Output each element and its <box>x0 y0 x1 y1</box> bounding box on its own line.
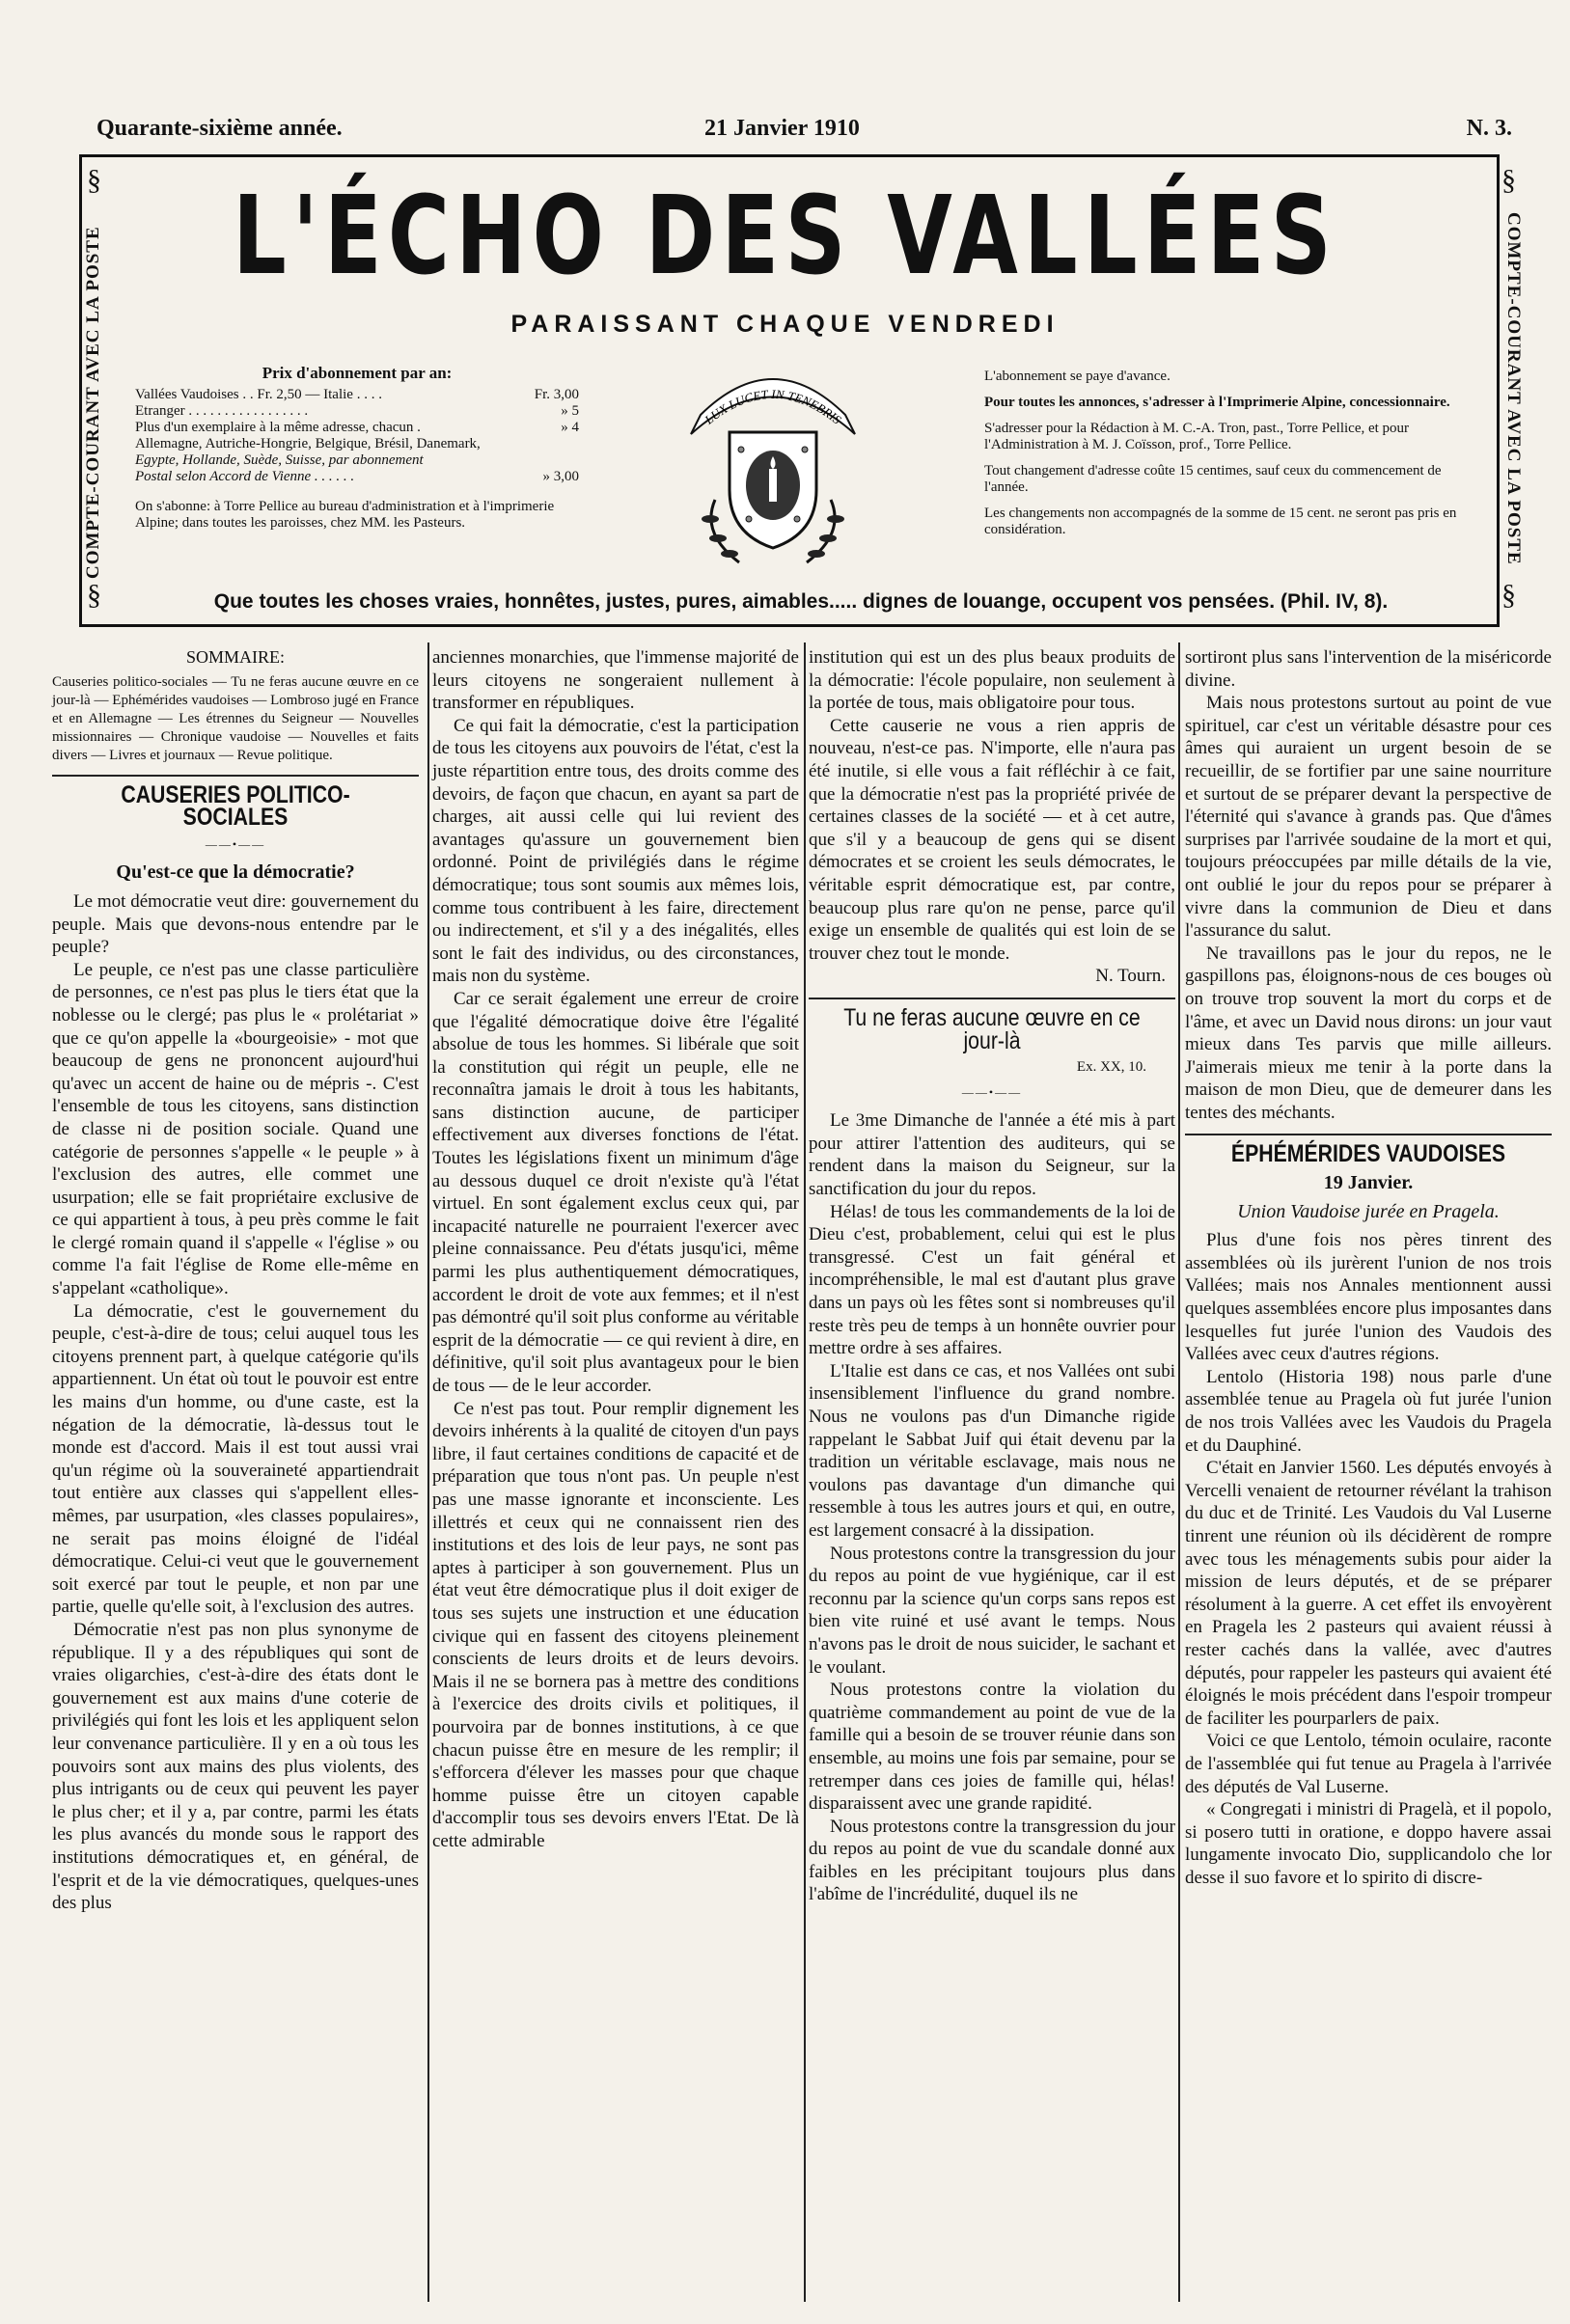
ornament-swirl-icon: § <box>87 164 101 196</box>
paragraph: C'était en Janvier 1560. Les députés envoyés à Vercelli venaient de retourner révélant la trahison du duc et de Trinité. Les Vaudois du Val Luserne tinrent une réunion où ils décidèrent de rompre avec tous les ménagements subis pour aider la mission de leurs députés, et de se préparer résolument à la guerre. A cet effet ils envoyèrent en Pragela les 2 pasteurs qui avaient réussi à rester cachés dans la vallée, avec d'autres députés, pour rappeler les pasteurs qui avaient été éloignés le mois précédent dans l'espoir trompeur de faciliter les pourparlers de paix. <box>1185 1458 1552 1729</box>
paragraph: « Congregati i ministri di Pragelà, et il popolo, si posero tutti in oratione, e doppo havere assai lungamente invocato Dio, supplicandolo che lor desse il suo favore et lo spirito di discre- <box>1185 1799 1552 1888</box>
newspaper-title: L'ÉCHO DES VALLÉES <box>233 174 1337 299</box>
price-row: Plus d'un exemplaire à la même adresse, chacun . » 4 <box>135 420 579 435</box>
newspaper-subtitle: PARAISSANT CHAQUE VENDREDI <box>510 311 1060 338</box>
paragraph: Mais nous protestons surtout au point de vue spirituel, car c'est un véritable désastre pour ces âmes qui auraient un urgent besoin de se recueillir, de se fortifier par une saine nourriture et surtout de se préparer devant la perspective de l'éternité qui s'avance à grands pas. Que d'âmes surprises par l'arrivée soudaine de la mort et qui, toujours préoccupées par mille détails de la vie, ont oublié le jour du repos pour se préparer à vivre dans la communion de Dieu et dans l'assurance du salut. <box>1185 693 1552 942</box>
paragraph: L'Italie est dans ce cas, et nos Vallées ont subi insensiblement l'influence du grand nombre. Nous ne voulons pas d'un Dimanche rigide rappelant le Sabbat Juif qui était devenu par la tradition un véritable esclavage, mais nous ne voulons pas davantage d'un dimanche qui ressemble à tous les autres jours et qui, en outre, est largement consacré à la dissipation. <box>809 1360 1175 1541</box>
divider <box>1185 1134 1552 1135</box>
issue-number: N. 3. <box>1466 116 1512 141</box>
paragraph: Nous protestons contre la transgression du jour du repos au point de vue hygiénique, car il est reconnu par la science qu'un corps sans repos est bien vite ruiné et usé avant le temps. Nous n'avons pas le droit de nous suicider, le sachant et le voulant. <box>809 1543 1175 1678</box>
paragraph: Ce qui fait la démocratie, c'est la participation de tous les citoyens aux pouvoirs de l'état, c'est la juste répartition entre tous, des droits comme des devoirs, de façon que chacun, en ayant sa part de charges, ait aussi celle qui lui revient des avantages qu'assure un gouvernement bien ordonné. Point de privilégiés dans le régime démocratique; tous sont soumis aux mêmes lois, comme tous contribuent à les faire, directement ou indirectement, et s'il y a des inégalités, elles sont le fait des individus, ou des circonstances, mais non du système. <box>432 715 799 987</box>
emblem-shield-icon <box>662 365 884 577</box>
paragraph: Le 3me Dimanche de l'année a été mis à part pour attirer l'attention des auditeurs, qui se rendent dans la maison du Seigneur, sur la sanctification du jour du repos. <box>809 1110 1175 1200</box>
price-row: Etranger . . . . . . . . . . . . . . . . . » 5 <box>135 403 579 419</box>
price-row: Postal selon Accord de Vienne . . . . . . » 3,00 <box>135 469 579 484</box>
price-row: Egypte, Hollande, Suède, Suisse, par abonnement <box>135 452 424 468</box>
subscription-note: On s'abonne: à Torre Pellice au bureau d'administration et à l'imprimerie Alpine; dans toutes les paroisses, chez MM. les Pasteurs. <box>135 499 555 531</box>
paragraph: Nous protestons contre la transgression du jour du repos au point de vue du scandale donné aux faibles en les précipitant toujours plus dans l'abîme de l'incrédulité, duquel ils ne <box>809 1816 1175 1905</box>
side-label-right: COMPTE-COURANT AVEC LA POSTE <box>1503 212 1524 565</box>
prices-heading: Prix d'abonnement par an: <box>262 364 453 382</box>
sommaire-text: Causeries politico-sociales — Tu ne feras aucune œuvre en ce jour-là — Ephémérides vaudoises — Lombroso jugé en France et en Allemagne — Les étrennes du Seigneur — Nouvelles missionnaires — Chronique vaudoise — Nouvelles et faits divers — Livres et journaux — Revue politique. <box>52 673 419 763</box>
bible-reference: Ex. XX, 10. <box>1076 1059 1146 1076</box>
notice: Tout changement d'adresse coûte 15 centimes, sauf ceux du commencement de l'année. <box>984 463 1442 495</box>
column-rule <box>1178 643 1180 2302</box>
divider <box>809 998 1175 999</box>
side-label-left: COMPTE-COURANT AVEC LA POSTE <box>83 226 103 579</box>
notice: Pour toutes les annonces, s'adresser à l'Imprimerie Alpine, concessionnaire. <box>984 395 1450 410</box>
paragraph: Car ce serait également une erreur de croire que l'égalité démocratique doive être l'égalité absolue de tous les hommes. Si libérale que soit la constitution qui régit un peuple, elle ne reconnaîtra jamais le droit à tous les habitants, sans distinction aucune, de participer effectivement aux diverses fonctions de l'état. Toutes les législations fixent un minimum d'âge au dessous duquel ce droit n'existe qu'à l'état virtuel. En sont également exclus ceux qui, par incapacité naturelle ne pourraient l'exercer avec pleine connaissance. Peu d'états jusqu'ici, même parmi les plus authentiquement démocratiques, accordent le droit de vote aux femmes; et il n'est pas démontré qu'il soit plus conforme au véritable esprit de la démocratie — ce qui revient à dire, en définitive, qu'il soit plus avantageux pour le bien de tous — de le leur accorder. <box>432 988 799 1396</box>
ornament-swirl-icon: § <box>1501 579 1516 611</box>
ornament-divider-icon: ——•—— <box>205 836 266 851</box>
paragraph: Démocratie n'est pas non plus synonyme de république. Il y a des républiques qui sont de vraies oligarchies, c'est-à-dire des états dont le gouvernement est aux mains d'une coterie de privilégiés qui font les lois et les appliquent selon leur convenance particulière. Il y en a où tous les pouvoirs sont aux mains des plus violents, des plus intrigants ou de ceux qui peuvent les payer le plus cher; et il y a, par contre, parmi les états les plus avancés du monde sous le rapport des institutions démocratiques et, en général, de l'esprit et de la vie démocratiques, quelques-unes des plus <box>52 1619 419 1914</box>
notice: L'abonnement se paye d'avance. <box>984 369 1171 384</box>
notices <box>984 369 1462 548</box>
signature: N. Tourn. <box>1095 966 1166 987</box>
paragraph: Ne travaillons pas le jour du repos, ne le gaspillons pas, éloignons-nous de ces bouges où on trouve trop souvent la mort du corps et de l'âme, et avec un David nous dirons: un jour vaut mieux dans Tes parvis que mille ailleurs. J'aimerais mieux me tenir à la porte dans la maison de mon Dieu, que de demeurer dans les tentes des méchants. <box>1185 943 1552 1123</box>
issue-date: 21 Janvier 1910 <box>704 116 860 141</box>
emblem-motto: LUX LUCET IN TENEBRIS <box>702 386 844 427</box>
column-3 <box>809 646 1175 1906</box>
ornament-divider-icon: ——•—— <box>961 1084 1023 1099</box>
column-1 <box>52 646 419 1915</box>
paragraph: Plus d'une fois nos pères tinrent des assemblées où ils jurèrent l'union de nos trois Vallées; mais nos Annales mentionnent aussi quelques assemblées encore plus imposantes dans lesquelles fut jurée l'union des Vaudois des Vallées avec ceux d'autres régions. <box>1185 1230 1552 1365</box>
article-heading: CAUSERIES POLITICO-SOCIALES <box>121 780 350 832</box>
paragraph: Ce n'est pas tout. Pour remplir dignement les devoirs inhérents à la qualité de citoyen d'un pays libre, il faut certaines conditions de capacité et de préparation que tous n'ont pas. Un peuple n'est pas une masse ignorante et inconsciente. Les illettrés et ceux qui ne connaissent rien des institutions et des lois de leur pays, ne sont pas aptes à participer à son gouvernement. Plus un état veut être démocratique plus il doit exiger de tous ses sujets une instruction et une éducation civique qui en fassent des citoyens pleinement conscients de leurs droits et de leurs devoirs. Mais il ne se bornera pas à mettre des conditions à l'exercice des droits civils et politiques, il pourvoira par de bonnes institutions, à ce que chacun puisse être en mesure de les remplir; il s'efforcera d'élever les masses pour que chaque homme puisse être un citoyen capable d'accomplir tous ses devoirs envers l'Etat. De là cette admirable <box>432 1398 799 1851</box>
notice: Les changements non accompagnés de la somme de 15 cent. ne seront pas pris en considération. <box>984 506 1457 537</box>
subscription-prices <box>135 365 579 532</box>
paragraph: Le mot démocratie veut dire: gouvernement du peuple. Mais que devons-nous entendre par le peuple? <box>52 890 419 958</box>
paragraph: Cette causerie ne vous a rien appris de nouveau, n'est-ce pas. N'importe, elle n'aura pas été inutile, si elle vous a fait réfléchir à ce fait, que la démocratie n'est pas la propriété privée de certaines classes de la société — et à cet autre, que s'il y a beaucoup de gens qui se disent démocrates et se croient les seuls démocrates, le véritable esprit démocratique est, par contre, beaucoup plus rare qu'on ne pense, parce qu'il exige un ensemble de qualités qui est loin de se trouver chez tout le monde. <box>809 715 1175 964</box>
article-subheading: Union Vaudoise jurée en Pragela. <box>1237 1200 1500 1222</box>
article-heading: ÉPHÉMÉRIDES VAUDOISES <box>1230 1140 1506 1168</box>
article-heading: Tu ne feras aucune œuvre en ce jour-là <box>843 1003 1141 1054</box>
paragraph: sortiront plus sans l'intervention de la miséricorde divine. <box>1185 647 1552 691</box>
column-rule <box>427 643 429 2302</box>
paragraph: anciennes monarchies, que l'immense majorité de leurs citoyens ne songeraient nullement à transformer en républiques. <box>432 647 799 714</box>
price-row: Allemagne, Autriche-Hongrie, Belgique, Brésil, Danemark, <box>135 436 481 451</box>
column-2 <box>432 646 799 1852</box>
paragraph: institution qui est un des plus beaux produits de la démocratie: l'école populaire, non seulement à la portée de tous, mais obligatoire pour tous. <box>809 647 1175 714</box>
masthead-topline <box>96 116 1512 149</box>
date-heading: 19 Janvier. <box>1323 1172 1414 1194</box>
paragraph: Nous protestons contre la violation du quatrième commandement au point de vue de la famille qui a besoin de se trouver réunie dans son ensemble, au moins une fois par semaine, pour se retremper dans ces joies de famille qui, hélas! disparaissent avec une grande rapidité. <box>809 1680 1175 1815</box>
sommaire-title: SOMMAIRE: <box>185 647 285 667</box>
ornament-swirl-icon: § <box>87 579 101 611</box>
paragraph: Voici ce que Lentolo, témoin oculaire, raconte de l'assemblée qui fut tenue au Pragela à l'arrivée des députés de Val Luserne. <box>1185 1731 1552 1797</box>
paragraph: Lentolo (Historia 198) nous parle d'une assemblée tenue au Pragela où fut jurée l'union de nos trois Vallées avec les Vaudois du Pragela et du Dauphiné. <box>1185 1366 1552 1456</box>
divider <box>52 775 419 777</box>
article-subheading: Qu'est-ce que la démocratie? <box>116 861 355 884</box>
masthead-motto: Que toutes les choses vraies, honnêtes, justes, pures, aimables..... dignes de louange, occupent vos pensées. (Phil. IV, 8). <box>213 590 1389 613</box>
column-rule <box>804 643 806 2302</box>
ornament-swirl-icon: § <box>1501 164 1516 196</box>
paragraph: La démocratie, c'est le gouvernement du peuple, c'est-à-dire de tous; celui auquel tous les citoyens prennent part, à quelque catégorie qu'ils appartiennent. Un état où tout le pouvoir est entre les mains d'un homme, ou d'une caste, est la négation de la démocratie, là-dessus tout le monde est d'accord. Mais il est tout aussi vrai qu'un régime où la souveraineté appartiendrait tout entière aux classes qui s'appellent elles-mêmes, par usurpation, «les classes populaires», ne serait pas moins éloigné de l'idéal démocratique. Celui-ci veut que le gouvernement soit exercé par tout le peuple, et non par une partie, quelle qu'elle soit, à l'exclusion des autres. <box>52 1300 419 1618</box>
paragraph: Hélas! de tous les commandements de la loi de Dieu c'est, probablement, celui qui est le plus transgressé. C'est un fait général et incompréhensible, le mal est d'autant plus grave dans un pays où les fêtes sont si nombreuses qu'il reste très peu de temps à un honnête ouvrier pour mettre ordre à ses affaires. <box>809 1201 1175 1359</box>
paragraph: Le peuple, ce n'est pas une classe particulière de personnes, ce n'est pas plus le tiers état que la noblesse ou le clergé; pas plus le « prolétariat » que ce qu'on appelle la «bourgeoisie» - mot que beaucoup de gens ne prononcent aujourd'hui qu'avec un accent de haine ou de mépris -. C'est l'ensemble de tous les citoyens, sans distinction de classe ni de position sociale. Quand une catégorie de personnes s'appelle « le peuple » à l'exclusion des autres, elle commet une usurpation; elle se fait propriétaire exclusive de ce qui appartient à tous, à peu près comme le fait le clergé romain quand il s'appelle « l'église » ou comme l'a fait l'église de Rome elle-même en s'appelant «catholique». <box>52 959 419 1299</box>
column-4 <box>1185 646 1552 1889</box>
notice: S'adresser pour la Rédaction à M. C.-A. Tron, past., Torre Pellice, et pour l'Administration à M. J. Coïsson, prof., Torre Pellice. <box>984 421 1410 452</box>
year-label: Quarante-sixième année. <box>96 116 343 141</box>
price-row: Vallées Vaudoises . . Fr. 2,50 — Italie . . . . Fr. 3,00 <box>135 387 579 402</box>
